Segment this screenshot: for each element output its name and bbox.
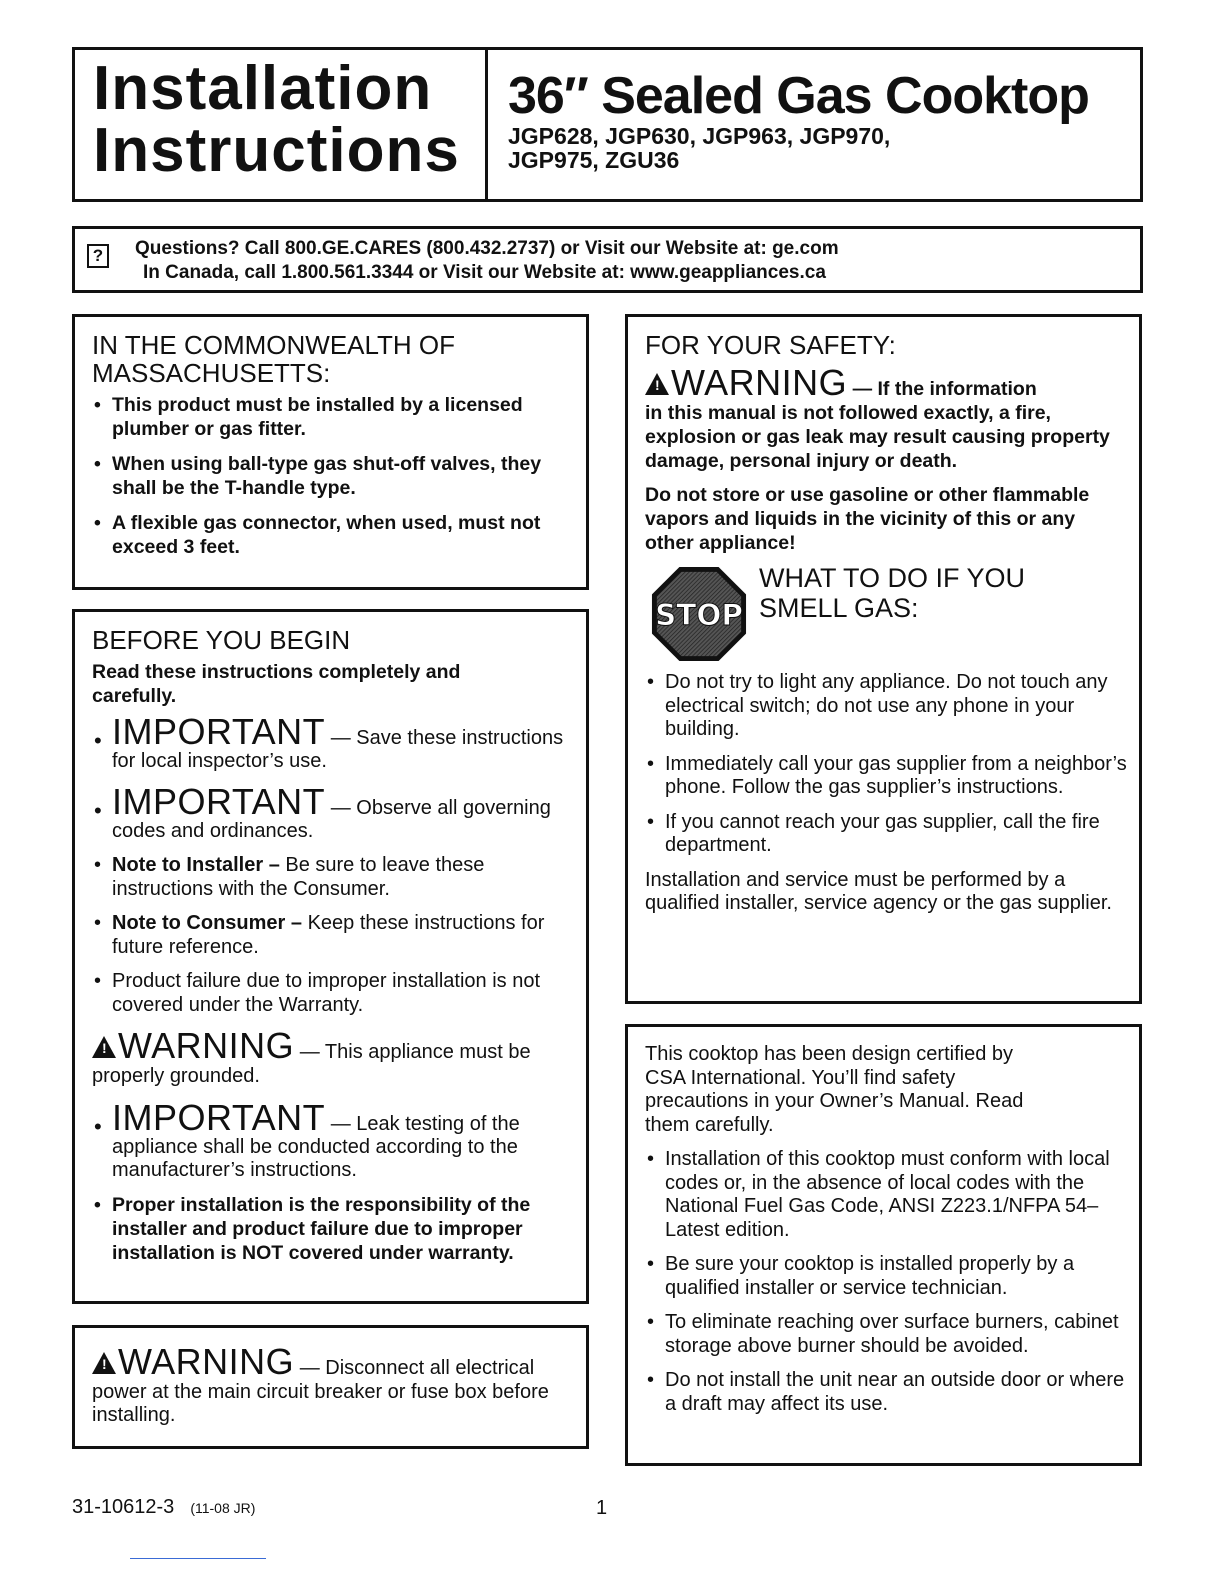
note-installer-label: Note to Installer – <box>112 854 280 876</box>
intro-text: Read these instructions completely and carefully. <box>92 661 461 707</box>
stop-sign-icon <box>650 565 748 663</box>
safety-warning <box>645 362 1127 473</box>
smell-gas-title-line-1: WHAT TO DO IF YOU <box>759 563 1026 593</box>
smell-gas-title <box>759 563 1025 623</box>
list-item: • When using ball-type gas shut-off valves, they shall be the T-handle type. <box>92 452 574 500</box>
questions-bar <box>72 226 1143 293</box>
doc-code: 31-10612-3 <box>72 1496 175 1518</box>
title-line-2: Instructions <box>93 116 460 185</box>
massachusetts-title-line-1: IN THE COMMONWEALTH OF <box>92 330 456 360</box>
massachusetts-box <box>72 314 589 590</box>
footer-rule <box>130 1558 266 1559</box>
important-codes <box>92 781 574 843</box>
warning-icon: ! <box>645 373 669 395</box>
warning-icon: ! <box>92 1352 116 1374</box>
warning-disconnect-text: — Disconnect all electrical power at the main circuit breaker or fuse box before installing. <box>92 1357 549 1426</box>
list-item: • If you cannot reach your gas supplier, call the fire department. <box>645 811 1127 858</box>
massachusetts-title <box>92 331 574 387</box>
important-save <box>92 711 574 773</box>
note-installer <box>92 854 574 901</box>
title-line-1: Installation <box>93 54 433 123</box>
product-header <box>508 68 1089 172</box>
csa-box <box>625 1024 1142 1466</box>
responsibility-list <box>92 1193 574 1265</box>
before-you-begin-box <box>72 609 589 1304</box>
document-title <box>93 54 460 185</box>
contact-info <box>135 237 839 285</box>
header-box <box>72 47 1143 202</box>
smell-gas-list <box>645 671 1127 858</box>
header-divider <box>485 50 488 199</box>
csa-list <box>645 1148 1127 1416</box>
warning-label: WARNING <box>671 362 848 403</box>
list-item: • Be sure your cooktop is installed properly by a qualified installer or service technician. <box>645 1253 1127 1300</box>
csa-intro: This cooktop has been design certified by CSA International. You’ll find safety precautions in your Owner’s Manual. Read them carefully. <box>645 1043 1024 1136</box>
important-label: IMPORTANT <box>112 781 326 822</box>
list-item: • To eliminate reaching over surface burners, cabinet storage above burner should be avoided. <box>645 1311 1127 1358</box>
important-label: IMPORTANT <box>112 1097 326 1138</box>
warning-icon: ! <box>92 1036 116 1058</box>
safety-warning-lead: — If the information <box>847 378 1037 400</box>
list-item: • Installation of this cooktop must conform with local codes or, in the absence of local codes with the National Fuel Gas Code, ANSI Z223.1/NFPA 54–Latest edition. <box>645 1148 1127 1242</box>
list-item: • Do not try to light any appliance. Do not touch any electrical switch; do not use any phone in your building. <box>645 671 1127 742</box>
warning-grounded <box>92 1025 574 1088</box>
document-code <box>72 1496 255 1519</box>
gasoline-warning: Do not store or use gasoline or other flammable vapors and liquids in the vicinity of this or any other appliance! <box>645 484 1090 554</box>
contact-line-us: Questions? Call 800.GE.CARES (800.432.2737) or Visit our Website at: ge.com <box>135 238 839 259</box>
safety-warning-text: in this manual is not followed exactly, a fire, explosion or gas leak may result causing property damage, personal injury or death. <box>645 402 1110 472</box>
smell-gas-title-line-2: SMELL GAS: <box>759 593 919 623</box>
page-number: 1 <box>596 1497 608 1519</box>
important-leak <box>92 1097 574 1182</box>
important-leak-text: — Leak testing of the appliance shall be conducted according to the manufacturer’s instructions. <box>112 1113 520 1181</box>
note-consumer-label: Note to Consumer – <box>112 912 303 934</box>
list-item: • This product must be installed by a licensed plumber or gas fitter. <box>92 393 574 441</box>
massachusetts-list <box>92 393 574 559</box>
important-label: IMPORTANT <box>112 711 326 752</box>
smell-gas-header <box>645 561 1127 671</box>
warning-grounded-text: — This appliance must be properly grounded. <box>92 1041 531 1087</box>
note-consumer-text: Keep these instructions for future reference. <box>112 912 545 958</box>
service-note: Installation and service must be performed by a qualified installer, service agency or the gas supplier. <box>645 868 1112 914</box>
revision-code: (11-08 JR) <box>190 1500 256 1516</box>
stop-label: STOP <box>655 597 743 632</box>
responsibility-note: • Proper installation is the responsibility of the installer and product failure due to improper installation is NOT covered under warranty. <box>92 1193 574 1265</box>
model-numbers <box>508 124 1089 172</box>
list-item: • A flexible gas connector, when used, must not exceed 3 feet. <box>92 511 574 559</box>
before-you-begin-title: BEFORE YOU BEGIN <box>92 625 351 655</box>
massachusetts-title-line-2: MASSACHUSETTS: <box>92 358 331 388</box>
warning-disconnect <box>92 1341 574 1428</box>
models-line-2: JGP975, ZGU36 <box>508 147 680 173</box>
safety-title: FOR YOUR SAFETY: <box>645 330 896 360</box>
contact-line-canada: In Canada, call 1.800.561.3344 or Visit our Website at: www.geappliances.ca <box>143 262 826 283</box>
important-codes-text: — Observe all governing codes and ordinances. <box>112 797 551 842</box>
warning-label: WARNING <box>118 1025 295 1066</box>
question-icon: ? <box>87 244 109 268</box>
product-title: 36″ Sealed Gas Cooktop <box>508 67 1089 125</box>
important-save-text: — Save these instructions for local inspector’s use. <box>112 727 564 772</box>
note-installer-text: Be sure to leave these instructions with the Consumer. <box>112 854 485 900</box>
models-line-1: JGP628, JGP630, JGP963, JGP970, <box>508 123 891 149</box>
note-consumer <box>92 912 574 959</box>
list-item: • Do not install the unit near an outside door or where a draft may affect its use. <box>645 1369 1127 1416</box>
warranty-note: • Product failure due to improper installation is not covered under the Warranty. <box>92 970 574 1017</box>
safety-box <box>625 314 1142 1004</box>
list-item: • Immediately call your gas supplier from a neighbor’s phone. Follow the gas supplier’s instructions. <box>645 753 1127 800</box>
disconnect-warning-box <box>72 1325 589 1449</box>
warning-label: WARNING <box>118 1341 295 1382</box>
notes-list <box>92 854 574 1017</box>
